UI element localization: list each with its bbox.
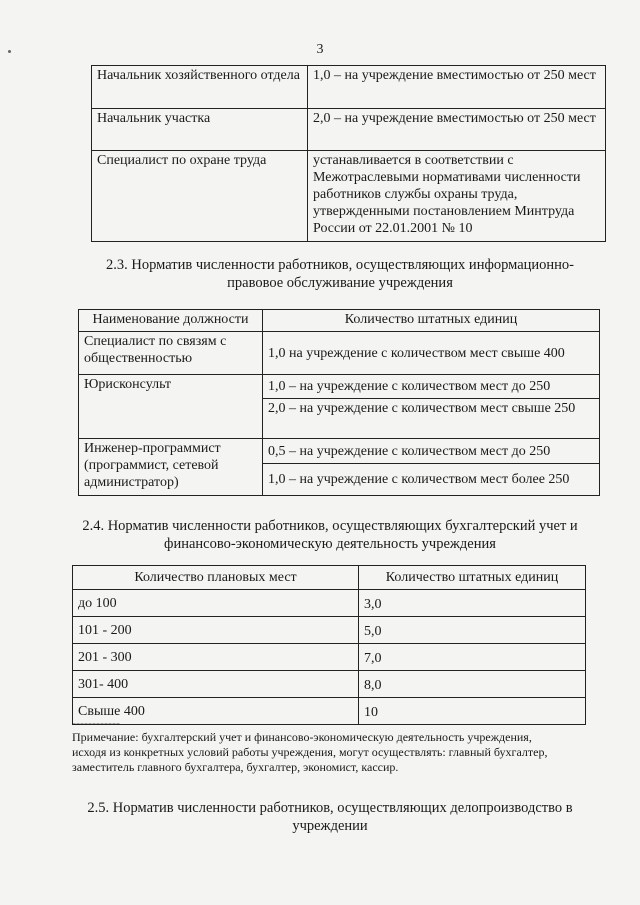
heading-line: 2.3. Норматив численности работников, осуществляющих информационно- bbox=[105, 257, 575, 273]
table-row bbox=[73, 671, 586, 698]
range-cell: 101 - 200 bbox=[73, 617, 359, 644]
footnote-line: Примечание: бухгалтерский учет и финансово-экономическую деятельность учреждения, bbox=[72, 730, 532, 744]
norm-cell: устанавливается в соответствии с Межотраслевыми нормативами численности работников службы охраны труда, утвержденными постановлением Минтруда России от 22.01.2001 № 10 bbox=[308, 151, 606, 242]
staff-norms-table bbox=[91, 65, 606, 242]
footnote-line: исходя из конкретных условий работы учреждения, могут осуществлять: главный бухгалтер, bbox=[72, 745, 548, 759]
heading-line: 2.4. Норматив численности работников, осуществляющих бухгалтерский учет и bbox=[82, 518, 578, 534]
column-header: Количество плановых мест bbox=[73, 566, 359, 590]
table-row bbox=[73, 644, 586, 671]
range-cell: Свыше 400 bbox=[73, 698, 359, 725]
range-cell: 301- 400 bbox=[73, 671, 359, 698]
column-header: Наименование должности bbox=[79, 310, 263, 332]
norm-cell: 2,0 – на учреждение с количеством мест свыше 250 bbox=[263, 399, 600, 439]
heading-line: финансово-экономическую деятельность учреждения bbox=[164, 536, 496, 552]
column-header: Количество штатных единиц bbox=[263, 310, 600, 332]
heading-line: правовое обслуживание учреждения bbox=[227, 275, 453, 291]
table-row bbox=[73, 590, 586, 617]
footnote-line: заместитель главного бухгалтера, бухгалтер, экономист, кассир. bbox=[72, 760, 399, 774]
table-header-row bbox=[79, 310, 600, 332]
section-2-5-heading bbox=[40, 799, 620, 835]
table-row bbox=[92, 151, 606, 242]
accounting-staff-table bbox=[72, 565, 586, 725]
position-cell: Специалист по охране труда bbox=[92, 151, 308, 242]
position-cell: Специалист по связям с общественностью bbox=[79, 332, 263, 375]
range-cell: до 100 bbox=[73, 590, 359, 617]
heading-line: учреждении bbox=[292, 818, 368, 834]
units-cell: 5,0 bbox=[359, 617, 586, 644]
norm-cell: 0,5 – на учреждение с количеством мест до 250 bbox=[263, 439, 600, 464]
position-cell: Юрисконсульт bbox=[79, 375, 263, 439]
legal-staff-table bbox=[78, 309, 600, 496]
units-cell: 3,0 bbox=[359, 590, 586, 617]
table-row bbox=[79, 375, 600, 399]
section-2-4-heading bbox=[40, 517, 620, 553]
table-row bbox=[92, 109, 606, 151]
norm-cell: 1,0 – на учреждение с количеством мест более 250 bbox=[263, 464, 600, 496]
table-row bbox=[73, 698, 586, 725]
units-cell: 7,0 bbox=[359, 644, 586, 671]
table-row bbox=[79, 439, 600, 464]
table-row bbox=[79, 332, 600, 375]
norm-cell: 2,0 – на учреждение вместимостью от 250 мест bbox=[308, 109, 606, 151]
position-cell: Начальник участка bbox=[92, 109, 308, 151]
heading-line: 2.5. Норматив численности работников, осуществляющих делопроизводство в bbox=[87, 800, 573, 816]
section-2-3-heading bbox=[60, 256, 620, 292]
norm-cell: 1,0 на учреждение с количеством мест свыше 400 bbox=[263, 332, 600, 375]
units-cell: 10 bbox=[359, 698, 586, 725]
table-row bbox=[73, 617, 586, 644]
range-cell: 201 - 300 bbox=[73, 644, 359, 671]
column-header: Количество штатных единиц bbox=[359, 566, 586, 590]
norm-cell: 1,0 – на учреждение с количеством мест до 250 bbox=[263, 375, 600, 399]
norm-cell: 1,0 – на учреждение вместимостью от 250 мест bbox=[308, 66, 606, 109]
page-number: 3 bbox=[316, 42, 324, 57]
table-header-row bbox=[73, 566, 586, 590]
units-cell: 8,0 bbox=[359, 671, 586, 698]
footnote bbox=[72, 730, 590, 775]
position-cell: Начальник хозяйственного отдела bbox=[92, 66, 308, 109]
note-separator: ------------ bbox=[72, 716, 120, 730]
position-cell: Инженер-программист (программист, сетевой администратор) bbox=[79, 439, 263, 496]
table-row bbox=[92, 66, 606, 109]
